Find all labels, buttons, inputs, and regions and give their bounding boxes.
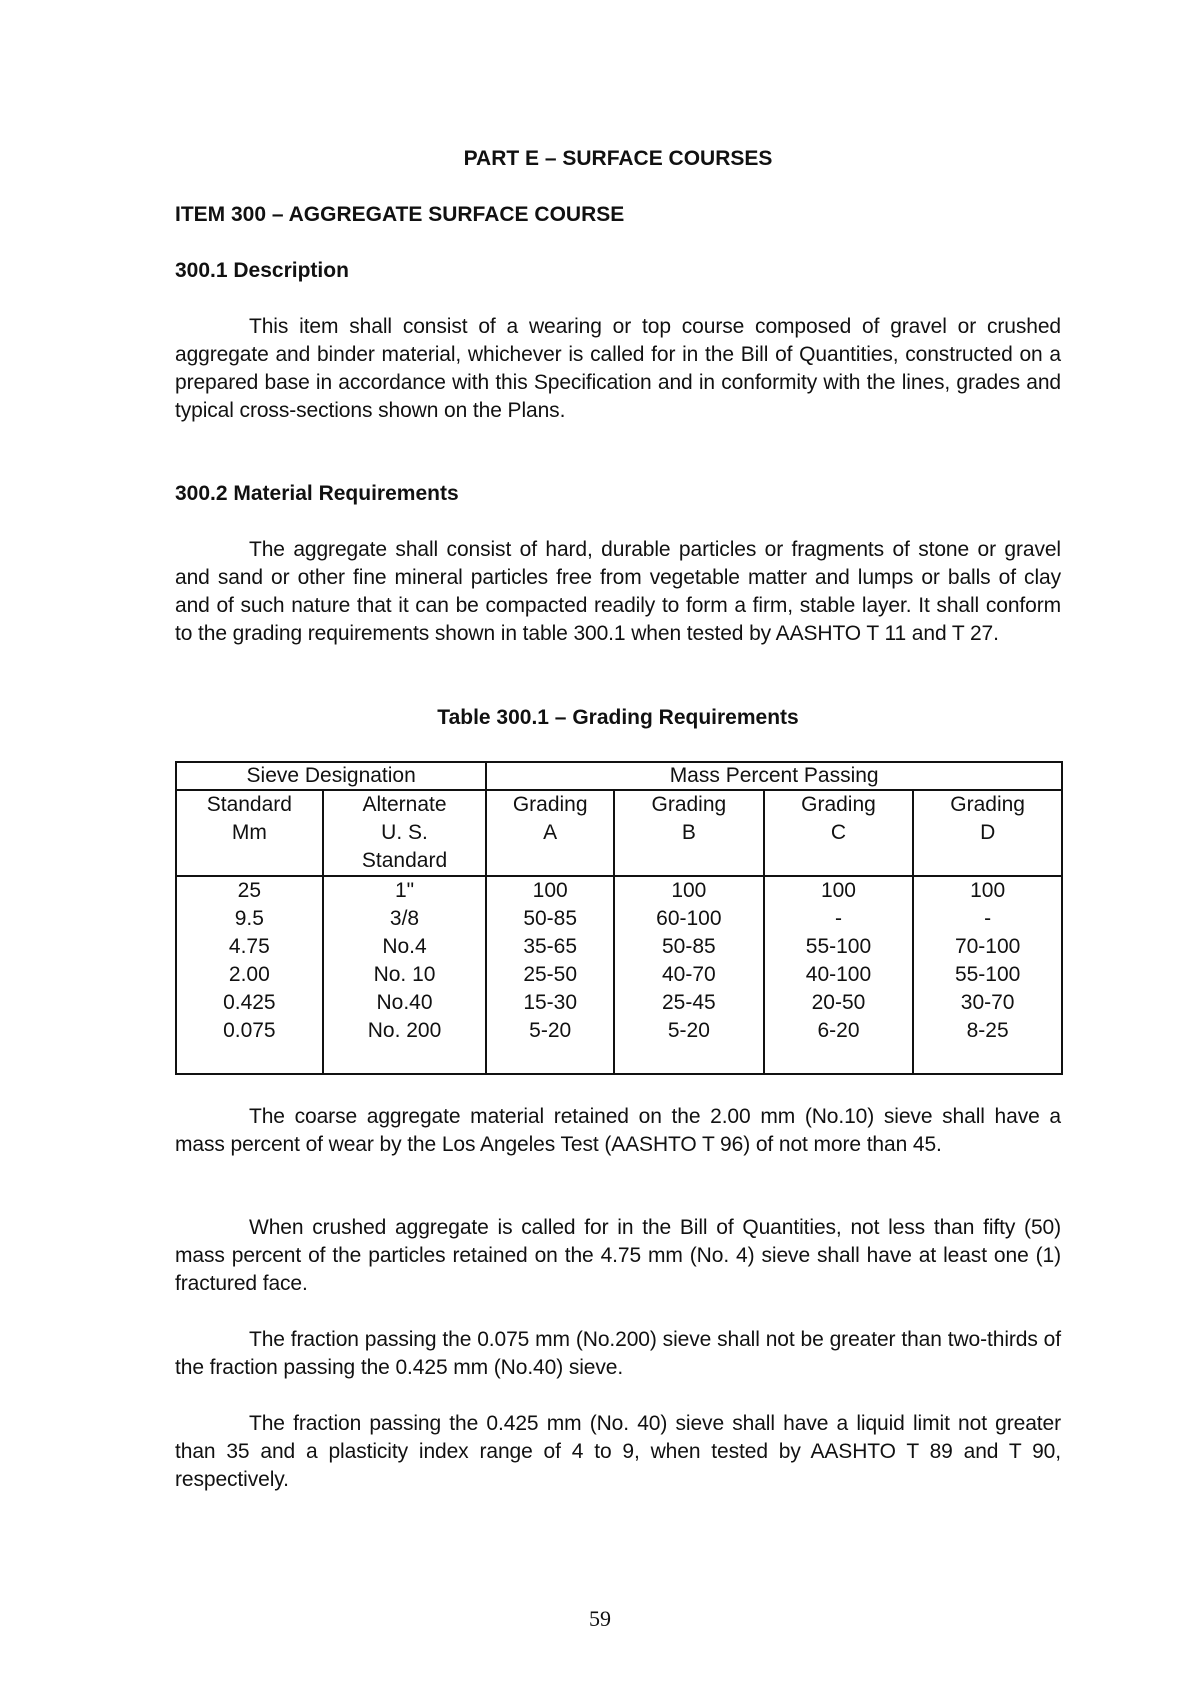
header-line: A <box>543 821 558 844</box>
table-cell: 100 <box>671 879 707 902</box>
header-line: Standard <box>361 849 448 872</box>
section-300-1-text: This item shall consist of a wearing or top course composed of gravel or crushed aggregate and binder material, whichever is called for in the Bill of Quantities, constructed on a prepared base in accordance with this Specification and in conformity with the lines, grades and typical cross-sections shown on the Plans. <box>175 315 1061 422</box>
table-cell: 25-45 <box>662 991 716 1014</box>
header-line: C <box>830 821 847 844</box>
table-cell: 30-70 <box>960 991 1015 1014</box>
sieve-designation-header: Sieve Designation <box>176 762 486 790</box>
paragraph-crushed-aggregate: When crushed aggregate is called for in the Bill of Quantities, not less than fifty (50) mass percent of the particles retained on the 4.75 mm (No. 4) sieve shall have at least one (1) fractured face. <box>175 1216 1061 1295</box>
column-header-grading-d <box>913 790 1062 876</box>
header-line: Grading <box>950 793 1025 816</box>
header-line: U. S. <box>381 821 428 844</box>
table-cell: 25 <box>237 879 262 902</box>
table-cell: 60-100 <box>656 907 722 930</box>
section-300-2-heading: 300.2 Material Requirements <box>175 482 459 505</box>
column-grading-d-values <box>913 876 1062 1074</box>
table-cell: No. 200 <box>367 1019 442 1042</box>
column-grading-c-values <box>764 876 914 1074</box>
table-cell: 55-100 <box>954 963 1021 986</box>
column-alternate-us-values <box>323 876 487 1074</box>
header-line: Mm <box>231 821 267 844</box>
table-cell: 5-20 <box>529 1019 572 1042</box>
table-cell: 35-65 <box>523 935 578 958</box>
table-cell: 2.00 <box>228 963 270 986</box>
section-300-1-heading: 300.1 Description <box>175 259 349 282</box>
column-header-alternate-us-standard <box>323 790 487 876</box>
table-cell: No. 10 <box>373 963 436 986</box>
header-line: Grading <box>651 793 727 816</box>
table-cell: 100 <box>970 879 1006 902</box>
table-cell: 20-50 <box>811 991 866 1014</box>
part-title: PART E – SURFACE COURSES <box>463 147 773 170</box>
table-cell: 40-100 <box>805 963 872 986</box>
table-cell: - <box>984 907 992 930</box>
page-number: 59 <box>589 1606 611 1631</box>
column-header-standard-mm <box>176 790 323 876</box>
table-cell: - <box>834 907 842 930</box>
table-column-header-row <box>176 790 1062 876</box>
table-cell: 50-85 <box>523 907 578 930</box>
grading-requirements-table <box>175 761 1063 1075</box>
table-cell: No.40 <box>376 991 433 1014</box>
column-grading-b-values <box>614 876 764 1074</box>
table-cell: 70-100 <box>954 935 1021 958</box>
table-cell: 25-50 <box>523 963 578 986</box>
header-line: Grading <box>512 793 588 816</box>
header-line: Alternate <box>362 793 447 816</box>
table-cell: 100 <box>820 879 856 902</box>
table-cell: 0.425 <box>223 991 276 1014</box>
table-cell: 100 <box>532 879 568 902</box>
table-cell: 55-100 <box>805 935 872 958</box>
column-grading-a-values <box>486 876 614 1074</box>
table-cell: 1" <box>394 879 415 902</box>
column-header-grading-b <box>614 790 764 876</box>
mass-percent-passing-header: Mass Percent Passing <box>486 762 1062 790</box>
paragraph-liquid-limit: The fraction passing the 0.425 mm (No. 40) sieve shall have a liquid limit not greater than 35 and a plasticity index range of 4 to 9, when tested by AASHTO T 89 and T 90, respectively. <box>175 1412 1061 1491</box>
table-cell: 5-20 <box>667 1019 710 1042</box>
column-standard-mm-values <box>176 876 323 1074</box>
paragraph-los-angeles-test: The coarse aggregate material retained on the 2.00 mm (No.10) sieve shall have a mass percent of wear by the Los Angeles Test (AASHTO T 96) of not more than 45. <box>175 1105 1061 1156</box>
paragraph-fraction-no200: The fraction passing the 0.075 mm (No.200) sieve shall not be greater than two-thirds of the fraction passing the 0.425 mm (No.40) sieve. <box>175 1328 1061 1379</box>
table-cell: 8-25 <box>966 1019 1009 1042</box>
table-group-header-row <box>176 762 1062 790</box>
table-cell: 3/8 <box>389 907 420 930</box>
item-title: ITEM 300 – AGGREGATE SURFACE COURSE <box>175 203 625 226</box>
table-cell: 9.5 <box>234 907 264 930</box>
header-line: B <box>681 821 696 844</box>
header-line: D <box>980 821 996 844</box>
column-header-grading-c <box>764 790 914 876</box>
section-300-2-text: The aggregate shall consist of hard, durable particles or fragments of stone or gravel and sand or other fine mineral particles free from vegetable matter and lumps or balls of clay and of such nature that it can be compacted readily to form a firm, stable layer. It shall conform to the grading requirements shown in table 300.1 when tested by AASHTO T 11 and T 27. <box>175 538 1061 645</box>
table-cell: 50-85 <box>662 935 716 958</box>
table-cell: 15-30 <box>523 991 578 1014</box>
table-body-row <box>176 876 1062 1074</box>
column-header-grading-a <box>486 790 614 876</box>
header-line: Standard <box>206 793 292 816</box>
table-cell: 6-20 <box>817 1019 860 1042</box>
table-cell: No.4 <box>382 935 427 958</box>
table-cell: 40-70 <box>662 963 716 986</box>
table-caption: Table 300.1 – Grading Requirements <box>437 706 799 729</box>
table-cell: 0.075 <box>223 1019 276 1042</box>
header-line: Grading <box>801 793 876 816</box>
table-cell: 4.75 <box>228 935 270 958</box>
